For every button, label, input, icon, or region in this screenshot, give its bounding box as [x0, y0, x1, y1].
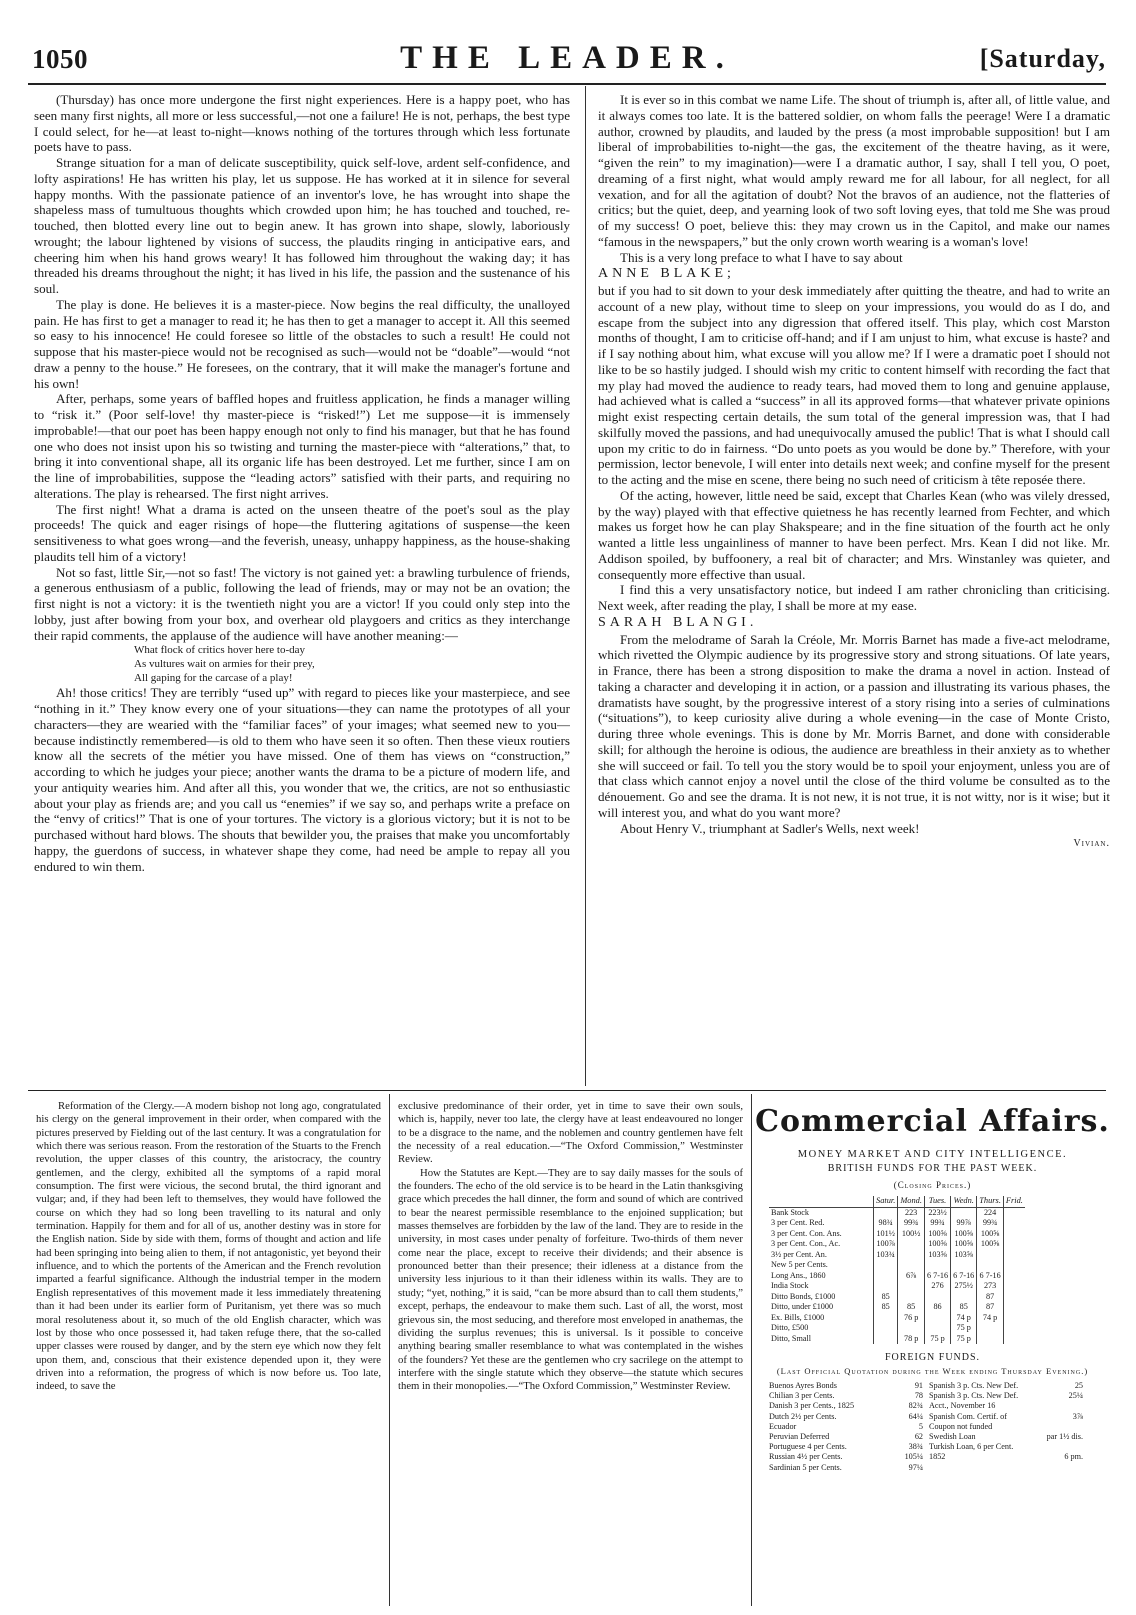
funds-cell: 86 [924, 1302, 950, 1313]
funds-cell [924, 1260, 950, 1271]
foreign-fund-name: Danish 3 per Cents., 1825 [769, 1401, 855, 1411]
funds-header-cell: Wedn. [951, 1196, 977, 1207]
funds-cell [977, 1334, 1004, 1345]
foreign-fund-price: 38¾ [908, 1442, 923, 1452]
funds-cell [924, 1292, 950, 1303]
funds-cell: 87 [977, 1302, 1004, 1313]
funds-cell: 74 p [951, 1313, 977, 1324]
paragraph: Reformation of the Clergy.—A modern bishop not long ago, congratulated his clergy on the general improvement in their order, when compared with the pictures preserved by Fielding out of the last century. It was a congratulation for which there was serious reason. From the restoration of the Stuarts to the French revolution, the upper classes of this country, the aristocracy, the country gentlemen, and the clergy, exhibited all the symptoms of a rapid moral consumption. The first were vicious, the second brutal, the third ignorant and vulgar; and, if they had been left to themselves, they would have followed the course on which they had so long been travelling to its natural and only termination. Happily for them and for all of us, another destiny was in store for the English nation. Side by side with them, forms of thought and action and life had been springing into being alien to them, if not antagonistic, yet beyond their influence, and to which the portents of the American and the French revolution imparted a fearful significance. Although the industrial temper in the modern English representatives of this movement made it less immediately threatening than it had been under its earlier form of Puritanism, yet there was so much moral resoluteness about it, so much of the old English character, which was lost by those who once possessed it, had taken refuge there, that the so-called upper classes were roused by danger, and by the stern eye which now they felt upon them, and, conscious that their existence depended upon it, they were driven into a reformation, the progress of which is now before us. Too late, indeed, to save the [36, 1100, 381, 1393]
funds-cell: New 5 per Cents. [771, 1260, 828, 1269]
funds-cell: 85 [951, 1302, 977, 1313]
funds-cell [951, 1292, 977, 1303]
funds-cell: 100½ [898, 1229, 925, 1240]
review-heading-sarah-blangi: SARAH BLANGI. [598, 614, 758, 630]
paragraph: About Henry V., triumphant at Sadler's Wells, next week! [620, 820, 920, 836]
money-market-heading: MONEY MARKET AND CITY INTELLIGENCE. [797, 1149, 1068, 1160]
funds-cell [1003, 1207, 1024, 1218]
foreign-fund-name: Turkish Loan, 6 per Cent. [929, 1442, 1014, 1452]
funds-cell [1003, 1292, 1024, 1303]
paragraph: Ah! those critics! They are terribly “used up” with regard to pieces like your masterpiece, and see “nothing in it.” They know every one of your situations—they can name the prototypes of all your characters—they are wearied with the “familiar faces” of your images; what seemed new to you—because indistinctly remembered—is old to them who have seen it so often. Then these vieux routiers know all the secrets of the métier you have missed. One of them has views on “construction,” according to which he judges your piece; another wants the drama to be a picture of modern life, and your antiquity wearies him. And after all this, you wonder that we, the critics, are not so enthusiastic about your play as friends are; and you call us “enemies” if we say so, and perhaps write a preface on the “envy of critics!” That is one of your tortures. The victory is a glorious victory; but it is not to be purchased without hard blows. The shouts that bewilder you, the praises that make you uncomfortably happy, the guerdons of success, in whatever shape they come, had need be ample to repay all you endured to win them. [34, 685, 570, 874]
funds-cell [1003, 1281, 1024, 1292]
funds-cell: Ex. Bills, £1000 [771, 1312, 825, 1322]
funds-cell: 103⅝ [924, 1250, 950, 1261]
foreign-fund-name: Chilian 3 per Cents. [769, 1391, 835, 1401]
newspaper-title: THE LEADER. [400, 40, 734, 76]
funds-cell [874, 1281, 898, 1292]
funds-cell: 275½ [951, 1281, 977, 1292]
paragraph: Not so fast, little Sir,—not so fast! The victory is not gained yet: a brawling turbulence of friends, a generous enthusiasm of a public, following the lead of friends, may or may not be an ovation; the first night is not a victory: it is the twentieth night you are a victor! If you could only step into the lobby, just after bowing from your box, and overhear old playgoers and critics as they interchange their rapid comments, the applause of the audience will have another meaning:— [34, 564, 570, 643]
foreign-fund-price: 25 [1074, 1381, 1083, 1390]
foreign-funds-left [769, 1381, 929, 1473]
column-divider [585, 86, 586, 1086]
foreign-fund-name: Buenos Ayres Bonds [769, 1381, 837, 1390]
paragraph: but if you had to sit down to your desk immediately after quitting the theatre, and had to write an account of a new play, without time to sleep on your impressions, you would do as I do, and escape from the subject into any digression that offered itself. This play, which cost Marston months of thought, I am to criticise off-hand; and if I am unjust to him, what excuse is haste? and if I say nothing about him, what excuse will you allow me? If I were a dramatic poet I should not like to be so hastily judged. I should wish my critic to content himself with recording the fact that my play had moved the audience to ready tears, had moved them to long and genuine applause, had achieved what is called a “success” in all its approved forms—that whatever private opinions might exist respecting certain details, the sum total of the general impression was, that I had skilfully moved the passions, and had unequivocally amused the public! That is what I should call upon my critic to do in fairness. “Do unto poets as you would be done by.” Therefore, with your permission, lector benevole, I will enter into details next week; and confine myself for the present to the acting and the mise en scene, there being no such need of criticism à tête reposée there. [598, 283, 1110, 487]
funds-cell: Ditto, under £1000 [771, 1302, 834, 1311]
foreign-funds-right [929, 1381, 1089, 1473]
column-divider [751, 1094, 752, 1606]
funds-cell [1003, 1323, 1024, 1334]
funds-cell [898, 1323, 925, 1334]
foreign-fund-name: Coupon not funded [929, 1421, 993, 1431]
funds-cell: 100⅝ [977, 1229, 1004, 1240]
page-number: 1050 [32, 44, 88, 74]
funds-header-cell: Thurs. [977, 1196, 1004, 1207]
foreign-fund-name: 1852 [929, 1452, 946, 1462]
funds-cell: Ditto Bonds, £1000 [771, 1291, 836, 1301]
funds-cell: 273 [977, 1281, 1004, 1292]
funds-row [769, 1229, 1025, 1240]
review-heading-anne-blake: ANNE BLAKE; [598, 266, 735, 282]
foreign-fund-name: Portuguese 4 per Cents. [769, 1442, 847, 1452]
funds-row [769, 1239, 1025, 1250]
funds-cell: 100⅞ [874, 1239, 898, 1250]
funds-cell: 76 p [898, 1313, 925, 1324]
foreign-fund-name: Dutch 2½ per Cents. [769, 1411, 837, 1421]
foreign-fund-name: Swedish Loan [929, 1432, 976, 1442]
funds-cell [977, 1260, 1004, 1271]
masthead [28, 38, 1106, 78]
funds-header-cell: Frid. [1003, 1196, 1024, 1207]
funds-cell [874, 1334, 898, 1345]
funds-cell: 223½ [924, 1207, 950, 1218]
funds-header-cell: Tues. [924, 1196, 950, 1207]
column-theatre-review [598, 92, 1110, 1086]
foreign-funds-note: (Last Official Quotation during the Week ending Thursday Evening.) [776, 1366, 1089, 1376]
section-rule [28, 1090, 1106, 1091]
funds-cell [977, 1250, 1004, 1261]
foreign-fund-row [769, 1391, 929, 1401]
foreign-funds-heading: FOREIGN FUNDS. [884, 1352, 981, 1363]
funds-cell: 100⅝ [951, 1229, 977, 1240]
foreign-fund-price: 62 [914, 1432, 923, 1442]
funds-cell [898, 1250, 925, 1261]
funds-header-cell: Satur. [874, 1196, 898, 1207]
funds-cell [951, 1260, 977, 1271]
funds-cell [1003, 1313, 1024, 1324]
funds-cell: 224 [977, 1207, 1004, 1218]
funds-cell: 99⅞ [951, 1218, 977, 1229]
funds-cell [874, 1207, 898, 1218]
commercial-affairs [755, 1100, 1110, 1610]
funds-cell [1003, 1229, 1024, 1240]
foreign-fund-row [769, 1463, 929, 1473]
funds-cell: India Stock [771, 1281, 809, 1290]
foreign-fund-row [769, 1442, 929, 1452]
funds-cell: 223 [898, 1207, 925, 1218]
foreign-fund-row [769, 1381, 929, 1391]
funds-cell [977, 1323, 1004, 1334]
paragraph: The play is done. He believes it is a master-piece. Now begins the real difficulty, the unalloyed pain. He has first to get a manager to read it; he has then to get a manager to accept it. All this seemed so easy to his innocence! He could foresee so little of the obstacles to such a result! He could not suppose that his master-piece would not be recognised as such—would not be “doable”—would “not draw a penny to the house.” He foresees, on the contrary, that it will make the manager's fortune and his own! [34, 296, 570, 391]
foreign-fund-row [929, 1401, 1089, 1411]
funds-cell: Bank Stock [771, 1207, 809, 1217]
funds-cell: 103¾ [874, 1250, 898, 1261]
paragraph: I find this a very unsatisfactory notice, but indeed I am rather chronicling than criticising. Next week, after reading the play, I shall be more at my ease. [598, 582, 1110, 613]
verse-line: What flock of critics hover here to-day [134, 644, 306, 657]
funds-cell: Long Ans., 1860 [771, 1270, 826, 1280]
funds-header-cell: Mond. [898, 1196, 925, 1207]
foreign-fund-price: 64¼ [908, 1411, 923, 1421]
funds-cell [898, 1239, 925, 1250]
funds-cell: 103⅝ [951, 1250, 977, 1261]
paragraph: This is a very long preface to what I have to say about [620, 249, 903, 265]
foreign-fund-price: 82¾ [908, 1401, 923, 1411]
foreign-fund-price: 25¼ [1068, 1391, 1083, 1401]
foreign-fund-price: 5 [918, 1421, 923, 1431]
foreign-fund-name: Sardinian 5 per Cents. [769, 1462, 842, 1472]
foreign-funds-list [769, 1381, 1089, 1473]
funds-cell: 3 per Cent. Red. [771, 1218, 825, 1227]
funds-cell: 99¾ [898, 1218, 925, 1229]
verse-line: As vultures wait on armies for their prey, [134, 658, 315, 671]
funds-row [769, 1207, 1025, 1218]
header-rule [28, 83, 1106, 85]
verse-line: All gaping for the carcase of a play! [134, 672, 293, 685]
foreign-fund-row [929, 1452, 1089, 1462]
funds-cell: 6 7-16 [924, 1271, 950, 1282]
funds-row [769, 1260, 1025, 1271]
funds-cell: 101½ [874, 1229, 898, 1240]
foreign-fund-name: Russian 4½ per Cents. [769, 1452, 843, 1462]
foreign-fund-price: 105¼ [904, 1452, 923, 1462]
column-divider [389, 1094, 390, 1606]
funds-row [769, 1292, 1025, 1303]
funds-cell: 3 per Cent. Con. Ans. [771, 1228, 842, 1238]
paragraph: From the melodrame of Sarah la Créole, Mr. Morris Barnet has made a five-act melodrame, which rivetted the Olympic audience by its progressive story and strong situations. Of late years, in France, there has been a strong disposition to make the drama a novel in action. Instead of taking a character and developing it in action, or a passion and illustrating its various phases, the dramatists have sought, by the progressive interest of a story rising into a series of culminations (“situations”), to keep curiosity alive during a whole evening—in the case of Monte Cristo, during three whole evenings. This is done by Mr. Morris Barnet, and done with considerable skill; for although the heroine is odious, the audience are breathless in their anxiety as to whether she will succeed or fail. To tell you the story would be to spoil your enjoyment, unless you are of that class which cannot enjoy a novel until the close of the third volume be consulted as to the dénouement. Go and see the drama. It is not new, it is not true, it is not witty, nor is it wise; but it will interest you, and what do you want more? [598, 631, 1110, 820]
paragraph: Of the acting, however, little need be said, except that Charles Kean (who was vilely dressed, by the way) played with that effective quietness he has recently learned from Fechter, and which makes us forget how he can play Shakspeare; and in the fine situation of the fourth act he only wanted a little less ungainliness of manner to have been perfect. Mrs. Kean I did not like. Mr. Addison spoiled, by buffoonery, a real bit of character; and Mrs. Winstanley was quieter, and consequently more effective than usual. [598, 487, 1110, 582]
author-signature: Vivian. [1073, 838, 1110, 850]
paragraph: The first night! What a drama is acted on the unseen theatre of the poet's soul as the play proceeds! The quick and eager risings of hope—the fluttering agitations of suspense—the keen sensitiveness to what goes wrong—and the feverish, uneasy, unhappy happiness, as the house-shaking plaudits tell him of a victory! [34, 501, 570, 564]
funds-cell: 99¾ [924, 1218, 950, 1229]
foreign-fund-price: 3⅞ [1072, 1411, 1083, 1421]
funds-row [769, 1302, 1025, 1313]
foreign-fund-name: Spanish Com. Certif. of [929, 1411, 1008, 1421]
paragraph: How the Statutes are Kept.—They are to say daily masses for the souls of the founders. The echo of the old service is to be heard in the Latin thanksgiving grace which precedes the hall dinner, the form and sound of which are contrived to bear the nearest permissible resemblance to the enjoined supplication; but masses themselves are forbidden by the law of the land. They are to reside in the university, in most cases under penalty of forfeiture. Two-thirds of them never come near the place, except to receive their dividends; and their absence is pronounced better than their presence; their idleness at a distance from the university less injurious to it than their idleness within its walls. They are to study; “yet, nothing,” it is said, “can be more absurd than to call them students,” except, perhaps, the endeavour to make them such. Last of all, the worst, most grievous sin, the most seducing, and therefore most enveloped in anathemas, the dividing the surplus revenues; this is universal. Is it possible to conceive anything bearing smaller resemblance to what was contemplated in the wishes of the founders? Yet these are the gentlemen who cry sacrilege on the attempt to interfere with the single statute which they observe—the statute which secures them in their monopolies.—“The Oxford Commission,” Westminster Review. [398, 1166, 743, 1393]
foreign-fund-row [929, 1432, 1089, 1442]
funds-cell: 75 p [951, 1323, 977, 1334]
paragraph: (Thursday) has once more undergone the first night experiences. Here is a happy poet, who has seen many first nights, all more or less successful,—not one a failure! He is not, perhaps, the best type I could select, for he—at least to-night—knows nothing of the tortures through which less fortunate poets have to pass. [34, 92, 570, 155]
funds-cell: 85 [898, 1302, 925, 1313]
funds-cell [874, 1323, 898, 1334]
foreign-fund-price: 97¼ [908, 1462, 923, 1472]
foreign-fund-row [929, 1381, 1089, 1391]
foreign-fund-price: par 1½ dis. [1046, 1432, 1083, 1442]
column-first-night [34, 92, 570, 1086]
funds-cell [1003, 1260, 1024, 1271]
funds-cell: 87 [977, 1292, 1004, 1303]
funds-cell: 100⅝ [977, 1239, 1004, 1250]
paragraph: It is ever so in this combat we name Life. The shout of triumph is, after all, of little value, and it always comes too late. It is the battered soldier, on whom falls the peerage! Were I a dramatic author, crowned by plaudits, and lauded by the press (a most improbable supposition! but I am liberal of improbabilities to-night—the gas, the excitement of the theatre having, as it were, “given the rein” to my imagination)—were I a dramatic author, I say, shall I tell you, O poet, dreaming of a first night, what would amply reward me for all labour, for all neglect, for all vexation, and for all the agitation of doubt? Not the bravos of an audience, not the flatteries of critics; but the quiet, deep, and yearning look of two soft loving eyes, that told me She was proud of my success! O poet, believe this: they may crown us in the Capitol, and make our names “famous in the newspapers,” but the only crown worth wearing is a woman's love! [598, 92, 1110, 249]
funds-row [769, 1218, 1025, 1229]
british-funds-table [769, 1196, 1025, 1344]
funds-cell: 6⅞ [898, 1271, 925, 1282]
closing-prices-note: (Closing Prices.) [893, 1180, 972, 1190]
funds-cell [1003, 1239, 1024, 1250]
funds-cell: 3 per Cent. Con., Ac. [771, 1239, 841, 1248]
foreign-fund-name: Spanish 3 p. Cts. New Def. [929, 1391, 1019, 1401]
funds-cell [898, 1292, 925, 1303]
funds-cell [874, 1313, 898, 1324]
funds-row [769, 1313, 1025, 1324]
funds-row [769, 1281, 1025, 1292]
foreign-fund-row [769, 1452, 929, 1462]
paragraph: Strange situation for a man of delicate susceptibility, quick self-love, ardent self-confidence, and lofty aspirations! He has written his play, let us suppose. He has worked at it in silence for several happy months. With the passionate patience of an inventor's love, he has wrought into shape the shapeless mass of tumultuous thoughts which crowded upon him; he has touched and touched, re-touched, then blotted every line out to begin anew. It has grown into shape, slowly, laboriously wrought; the labour lightened by visions of success, the plaudits ringing in anticipative ears, and cheering him when his hand grows weary! It has followed him throughout the waking day; it has threaded his dreams throughout the night; it has lived in his life, the passion and the sustenance of his soul. [34, 155, 570, 296]
issue-day: [Saturday, [979, 44, 1106, 73]
funds-cell: 100⅝ [924, 1239, 950, 1250]
funds-cell [874, 1260, 898, 1271]
foreign-fund-price: 91 [914, 1381, 923, 1390]
funds-cell: 85 [874, 1302, 898, 1313]
funds-cell [924, 1323, 950, 1334]
funds-cell: 100⅝ [924, 1229, 950, 1240]
foreign-fund-row [769, 1401, 929, 1411]
foreign-fund-row [929, 1391, 1089, 1401]
foreign-fund-row [929, 1422, 1089, 1432]
foreign-fund-name: Ecuador [769, 1421, 797, 1431]
foreign-fund-price: 6 pm. [1064, 1452, 1083, 1462]
funds-cell: 98¾ [874, 1218, 898, 1229]
column-oxford-statutes [398, 1100, 743, 1610]
funds-cell: 100⅝ [951, 1239, 977, 1250]
funds-cell: 276 [924, 1281, 950, 1292]
foreign-fund-price: 78 [914, 1391, 923, 1401]
foreign-fund-name: Spanish 3 p. Cts. New Def. [929, 1381, 1019, 1390]
funds-cell: 85 [874, 1292, 898, 1303]
foreign-fund-name: Peruvian Deferred [769, 1432, 830, 1442]
funds-cell [1003, 1250, 1024, 1261]
funds-cell [898, 1281, 925, 1292]
foreign-fund-row [769, 1432, 929, 1442]
funds-cell: Ditto, £500 [771, 1323, 809, 1332]
funds-row [769, 1334, 1025, 1345]
funds-cell [898, 1260, 925, 1271]
funds-cell: 75 p [951, 1334, 977, 1345]
funds-cell: 3½ per Cent. An. [771, 1249, 827, 1259]
funds-cell [874, 1271, 898, 1282]
funds-cell [1003, 1218, 1024, 1229]
funds-cell: 75 p [924, 1334, 950, 1345]
foreign-fund-row [929, 1412, 1089, 1422]
funds-cell: 78 p [898, 1334, 925, 1345]
funds-cell: 6 7-16 [951, 1271, 977, 1282]
funds-cell [1003, 1334, 1024, 1345]
funds-cell [951, 1207, 977, 1218]
funds-cell [1003, 1302, 1024, 1313]
commerce-title: Commercial Affairs. [755, 1104, 1110, 1139]
funds-cell: 74 p [977, 1313, 1004, 1324]
paragraph: exclusive predominance of their order, yet in time to save their own souls, which is, happily, never too late, the clergy have at least endeavoured no longer to be a disgrace to the name, and the noblemen and country gentlemen have felt the necessity of a real education.—“The Oxford Commission,” Westminster Review. [398, 1100, 743, 1166]
foreign-fund-name: Acct., November 16 [929, 1401, 996, 1411]
funds-cell: 99¾ [977, 1218, 1004, 1229]
foreign-fund-row [929, 1442, 1089, 1452]
paragraph: After, perhaps, some years of baffled hopes and fruitless application, he finds a manager willing to “risk it.” (Poor self-love! thy master-piece is “risked!”) Let me suppose—it is immensely improbable!—that our poet has been happy enough not only to find his manager, but that he has found one who does not insist upon his so twisting and turning the master-piece with “alterations,” that, to bring it into conventional shape, all its organic life has been destroyed. Let me further, since I am on the line of improbabilities, suppose the “leading actors” satisfied with their parts, and requiring no alterations. The play is rehearsed. The first night arrives. [34, 391, 570, 501]
funds-row [769, 1250, 1025, 1261]
funds-cell: Ditto, Small [771, 1333, 812, 1343]
column-clergy-reformation [36, 1100, 381, 1610]
funds-row [769, 1271, 1025, 1282]
funds-row [769, 1323, 1025, 1334]
british-funds-heading: BRITISH FUNDS FOR THE PAST WEEK. [827, 1163, 1038, 1174]
foreign-fund-row [769, 1412, 929, 1422]
funds-cell [924, 1313, 950, 1324]
funds-cell: 6 7-16 [977, 1271, 1004, 1282]
foreign-fund-row [769, 1422, 929, 1432]
funds-header-cell [769, 1196, 874, 1207]
funds-cell [1003, 1271, 1024, 1282]
